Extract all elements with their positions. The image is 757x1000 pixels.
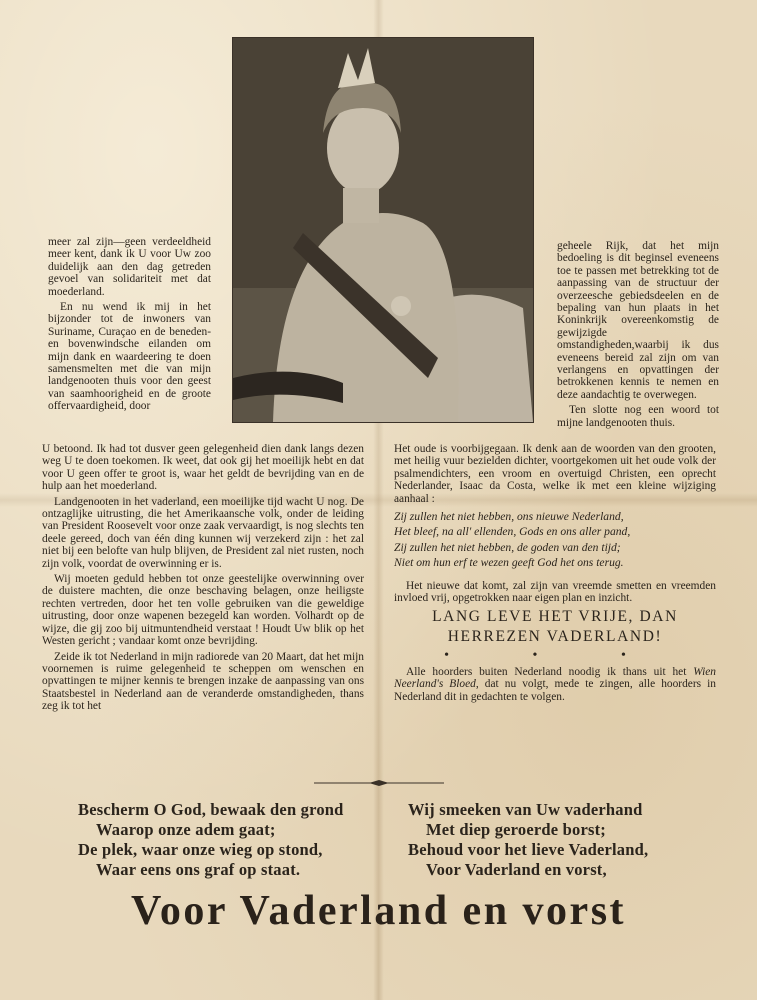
anthem-verse-right bbox=[408, 800, 648, 880]
paragraph: Het nieuwe dat komt, zal zijn van vreemde smetten en vreemden invloed vrij, opgetrokken naar eigen plan en inzicht. bbox=[394, 579, 716, 605]
poem bbox=[394, 511, 716, 570]
song-title: Wien Neerland's Bloed bbox=[394, 665, 716, 691]
left-top-column bbox=[48, 236, 211, 416]
anthem-line: Waar eens ons graf op staat. bbox=[96, 860, 301, 879]
anthem-title: Voor Vaderland en vorst bbox=[130, 888, 627, 934]
slogan bbox=[394, 607, 716, 647]
right-bottom-column bbox=[394, 443, 716, 706]
paragraph: Zeide ik tot Nederland in mijn radiorede van 20 Maart, dat het mijn voornemen is ruime gelegenheid te scheppen om wenschen en opvattingen te mijner kennis te brengen inzake de aanpassing van ons Staatsbestel in Nederland aan de veranderde omstandigheden, thans zeg ik tot het bbox=[42, 650, 364, 713]
paragraph: meer zal zijn—geen verdeeldheid meer kent, dank ik U voor Uw zoo duidelijk aan den dag getreden gevoel van solidariteit met dat moederland. bbox=[48, 236, 211, 298]
anthem-line: Behoud voor het lieve Vaderland, bbox=[408, 840, 649, 859]
anthem-line: Bescherm O God, bewaak den grond bbox=[78, 800, 344, 819]
portrait-photo bbox=[233, 38, 533, 422]
anthem-verse-left bbox=[78, 800, 344, 880]
ornament-dots: • • • bbox=[444, 648, 666, 664]
paragraph: U betoond. Ik had tot dusver geen gelegenheid dien dank langs dezen weg U te doen toekomen. Ik weet, dat ook gij het moeilijk hebt en dat voor U geen offer te groot is, waar het geldt de bevrijding van en de hulp aan het moederland. bbox=[42, 443, 364, 493]
closing-paragraph bbox=[394, 666, 716, 703]
anthem-line: Met diep geroerde borst; bbox=[426, 820, 606, 839]
poem-line: Het bleef, na all' ellenden, Gods en ons aller pand, bbox=[394, 525, 631, 539]
portrait-illustration bbox=[233, 38, 533, 422]
poem-line: Niet om hun erf te wezen geeft God het ons terug. bbox=[394, 556, 624, 570]
paragraph: Wij moeten geduld hebben tot onze geestelijke overwinning over de duistere machten, die onze beschaving belagen, onze heiligste rechten vertreden, door het ten volle gebruiken van die geweldige uitrusting, door onze wapenen bezegeld kan worden. Volhardt op de wijze, die gij zoo bij uitmuntendheid verstaat ! Houdt Uw blik op het Westen gericht ; vandaar komt onze bevrijding. bbox=[42, 573, 364, 648]
paragraph: Het oude is voorbijgegaan. Ik denk aan de woorden van den grooten, met heilig vuur bezielden dichter, voortgekomen uit het oude volk der psalmendichters, een vroom en overtuigd Christen, een oprecht Nederlander, Isaac da Costa, welke ik met een kleine wijziging aanhaal : bbox=[394, 443, 716, 505]
poem-line: Zij zullen het niet hebben, ons nieuwe Nederland, bbox=[394, 510, 624, 524]
anthem-line: Voor Vaderland en vorst, bbox=[426, 860, 607, 879]
anthem-line: Wij smeeken van Uw vaderhand bbox=[408, 800, 643, 819]
paragraph: En nu wend ik mij in het bijzonder tot de inwoners van Suriname, Curaçao en de beneden- en bovenwindsche eilanden om mijn dank en waardeering te doen samensmelten met die van mijn landgenooten thuis voor den geest van saamhoorigheid en de groote offervaardigheid, door bbox=[48, 301, 211, 413]
slogan-line-2: HERREZEN VADERLAND! bbox=[447, 628, 663, 646]
divider-ornament bbox=[314, 779, 444, 787]
closing-text-1: Alle hoorders buiten Nederland noodig ik thans uit het bbox=[406, 665, 687, 678]
anthem-line: De plek, waar onze wieg op stond, bbox=[78, 840, 323, 859]
paragraph: Ten slotte nog een woord tot mijne landgenooten thuis. bbox=[557, 404, 719, 429]
left-bottom-column bbox=[42, 443, 364, 716]
slogan-line-1: LANG LEVE HET VRIJE, DAN bbox=[432, 608, 678, 626]
poem-line: Zij zullen het niet hebben, de goden van den tijd; bbox=[394, 540, 621, 554]
anthem-line: Waarop onze adem gaat; bbox=[96, 820, 276, 839]
right-top-column bbox=[557, 240, 719, 432]
paragraph: geheele Rijk, dat het mijn bedoeling is dit beginsel eveneens toe te passen met betrekking tot de aanpassing van de structuur der overzeesche gebiedsdeelen en de bepaling van hun plaats in het Koninkrijk overeenkomstig de gewijzigde omstandigheden,waarbij ik dus eveneens bereid zal zijn om van verlangens en opvattingen der betrokkenen kennis te nemen en deze aandachtig te overwegen. bbox=[557, 240, 719, 401]
closing-text-2: , dat nu volgt, mede te zingen, alle hoorders in Nederland dit in gedachten te volgen. bbox=[394, 678, 716, 703]
paragraph: Landgenooten in het vaderland, een moeilijke tijd wacht U nog. De ontzaglijke uitrusting, die het Amerikaansche volk, onder de leiding van President Roosevelt voor onze zaak vervaardigt, is nog slechts ten deele gereed, doch van één ding kunnen wij verzekerd zijn : het zal niet bij een belofte van hulp blijven, de President zal niet rusten, noch zijn volk, voordat de overwinning er is. bbox=[42, 495, 364, 570]
